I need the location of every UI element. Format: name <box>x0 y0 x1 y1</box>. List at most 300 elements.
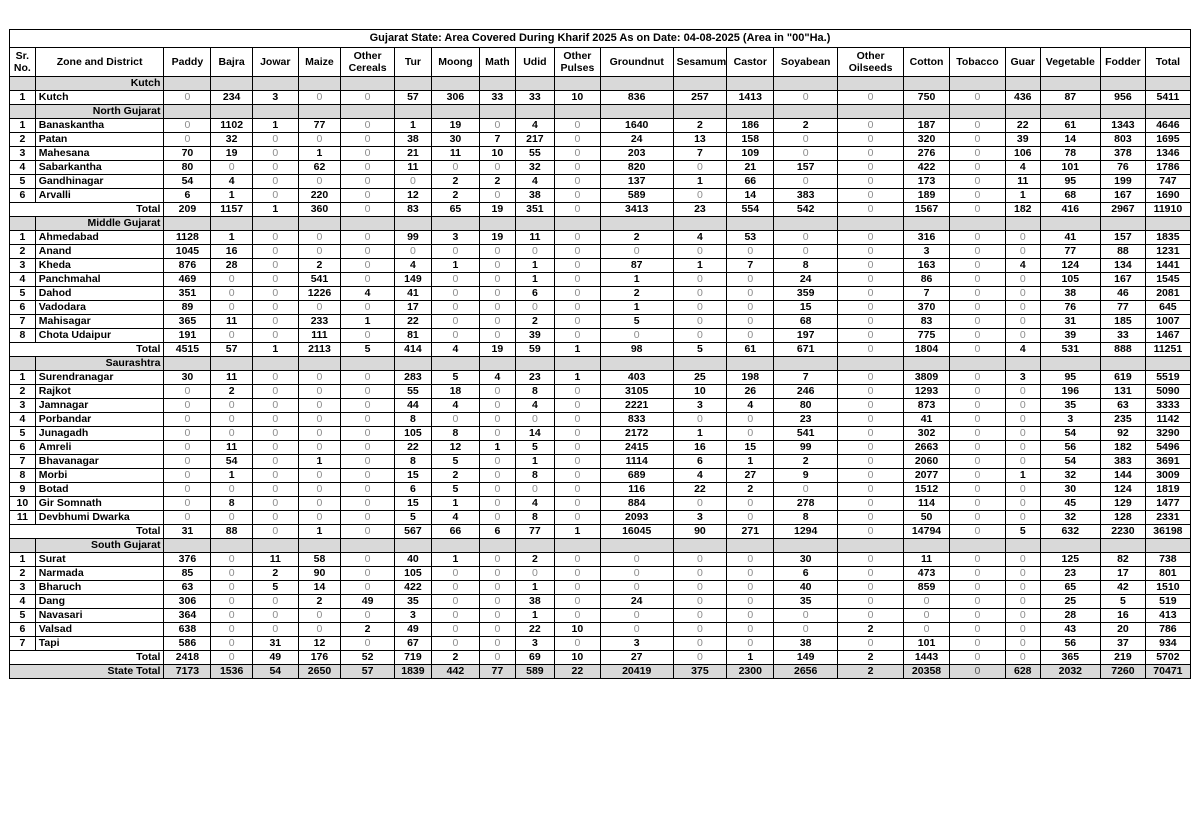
sr-no: 1 <box>10 371 36 385</box>
table-cell: 37 <box>1101 637 1146 651</box>
sr-no: 8 <box>10 469 36 483</box>
table-cell: 364 <box>164 609 211 623</box>
table-cell: 0 <box>252 371 298 385</box>
table-cell: 4 <box>1005 343 1040 357</box>
table-cell <box>904 217 950 231</box>
table-cell: 0 <box>479 189 515 203</box>
table-cell: 0 <box>479 119 515 133</box>
table-cell: 106 <box>1005 147 1040 161</box>
table-row <box>10 91 1191 105</box>
district-name: Valsad <box>35 623 164 637</box>
table-cell: 0 <box>554 189 600 203</box>
table-cell: 0 <box>904 609 950 623</box>
district-name: Dang <box>35 595 164 609</box>
table-cell: 0 <box>838 273 904 287</box>
table-cell: 0 <box>554 469 600 483</box>
table-cell: 0 <box>838 371 904 385</box>
district-name: Jamnagar <box>35 399 164 413</box>
table-cell: 473 <box>904 567 950 581</box>
table-cell: 0 <box>298 469 341 483</box>
table-cell <box>838 539 904 553</box>
table-cell: 1142 <box>1145 413 1190 427</box>
table-cell: 0 <box>1005 455 1040 469</box>
table-cell: 3 <box>431 231 479 245</box>
table-cell: 90 <box>673 525 727 539</box>
table-row <box>10 119 1191 133</box>
table-cell: 11 <box>252 553 298 567</box>
table-cell: 0 <box>298 175 341 189</box>
table-cell: 0 <box>774 483 838 497</box>
table-cell: 22 <box>1005 119 1040 133</box>
district-name: Mahesana <box>35 147 164 161</box>
table-cell: 0 <box>554 231 600 245</box>
table-cell: 22 <box>394 441 431 455</box>
table-cell <box>904 105 950 119</box>
table-cell: 0 <box>515 245 554 259</box>
table-cell: 1819 <box>1145 483 1190 497</box>
table-cell: 0 <box>164 469 211 483</box>
zone-header-row <box>10 217 1191 231</box>
table-cell: 95 <box>1040 175 1100 189</box>
table-cell: 0 <box>600 581 673 595</box>
table-cell: 589 <box>515 665 554 679</box>
table-cell: 0 <box>479 399 515 413</box>
table-cell: 22 <box>673 483 727 497</box>
table-cell: 88 <box>211 525 252 539</box>
table-cell: 0 <box>341 119 395 133</box>
table-cell: 2 <box>431 651 479 665</box>
sr-no: 4 <box>10 161 36 175</box>
table-cell: 114 <box>904 497 950 511</box>
district-name: Rajkot <box>35 385 164 399</box>
table-cell: 0 <box>1005 385 1040 399</box>
table-cell: 0 <box>727 427 774 441</box>
table-cell: 0 <box>394 245 431 259</box>
table-cell: 0 <box>838 497 904 511</box>
table-cell: 3 <box>600 637 673 651</box>
table-cell: 2081 <box>1145 287 1190 301</box>
table-cell: 2 <box>515 553 554 567</box>
table-cell <box>1145 357 1190 371</box>
table-cell: 54 <box>252 665 298 679</box>
table-cell: 68 <box>774 315 838 329</box>
table-cell: 31 <box>1040 315 1100 329</box>
table-cell: 0 <box>673 581 727 595</box>
table-cell: 44 <box>394 399 431 413</box>
table-cell: 8 <box>394 455 431 469</box>
table-cell: 0 <box>554 259 600 273</box>
table-cell: 0 <box>341 553 395 567</box>
district-name: Bhavanagar <box>35 455 164 469</box>
table-cell: 1695 <box>1145 133 1190 147</box>
table-cell: 1 <box>298 147 341 161</box>
table-cell: 31 <box>164 525 211 539</box>
table-cell: 5 <box>394 511 431 525</box>
table-cell: 57 <box>211 343 252 357</box>
table-cell: 0 <box>1005 273 1040 287</box>
table-cell: 0 <box>1005 315 1040 329</box>
table-cell: 217 <box>515 133 554 147</box>
table-cell: 35 <box>1040 399 1100 413</box>
table-cell: 0 <box>298 511 341 525</box>
table-row <box>10 189 1191 203</box>
table-row <box>10 511 1191 525</box>
table-cell: 0 <box>341 483 395 497</box>
table-cell: 70 <box>164 147 211 161</box>
table-cell: 0 <box>904 595 950 609</box>
table-cell: 1413 <box>727 91 774 105</box>
table-row <box>10 315 1191 329</box>
table-cell: 2 <box>341 623 395 637</box>
table-cell: 0 <box>431 245 479 259</box>
sr-no: 5 <box>10 427 36 441</box>
table-cell: 8 <box>774 511 838 525</box>
table-cell <box>774 539 838 553</box>
table-row <box>10 609 1191 623</box>
table-cell: 70471 <box>1145 665 1190 679</box>
table-cell: 0 <box>673 245 727 259</box>
table-cell <box>252 217 298 231</box>
table-cell: 0 <box>949 119 1005 133</box>
district-name: Arvalli <box>35 189 164 203</box>
table-cell: 189 <box>904 189 950 203</box>
table-cell: 1 <box>515 609 554 623</box>
zone-total-row <box>10 651 1191 665</box>
table-cell: 38 <box>394 133 431 147</box>
table-cell: 0 <box>341 133 395 147</box>
table-cell: 7173 <box>164 665 211 679</box>
table-cell: 671 <box>774 343 838 357</box>
table-cell: 124 <box>1040 259 1100 273</box>
table-cell: 1835 <box>1145 231 1190 245</box>
table-cell: 0 <box>554 273 600 287</box>
table-cell: 0 <box>838 343 904 357</box>
table-cell: 58 <box>298 553 341 567</box>
table-cell: 8 <box>515 385 554 399</box>
zone-name: Middle Gujarat <box>35 217 164 231</box>
zone-header-row <box>10 105 1191 119</box>
table-row <box>10 133 1191 147</box>
table-cell: 7 <box>904 287 950 301</box>
table-cell: 4 <box>431 399 479 413</box>
column-header: Tobacco <box>949 48 1005 77</box>
table-cell: 1640 <box>600 119 673 133</box>
table-cell: 0 <box>479 315 515 329</box>
district-name: Dahod <box>35 287 164 301</box>
table-cell: 1510 <box>1145 581 1190 595</box>
table-cell: 0 <box>949 609 1005 623</box>
table-cell: 99 <box>394 231 431 245</box>
table-cell: 38 <box>515 595 554 609</box>
table-cell: 1545 <box>1145 273 1190 287</box>
table-cell: 4 <box>431 511 479 525</box>
sr-no: 4 <box>10 595 36 609</box>
table-cell: 6 <box>774 567 838 581</box>
table-row <box>10 399 1191 413</box>
table-cell: 0 <box>298 301 341 315</box>
table-cell: 1 <box>431 259 479 273</box>
table-cell: 0 <box>949 161 1005 175</box>
table-cell: 0 <box>252 427 298 441</box>
table-cell: 0 <box>554 483 600 497</box>
table-cell: 1441 <box>1145 259 1190 273</box>
table-cell: 0 <box>252 161 298 175</box>
table-cell <box>949 539 1005 553</box>
table-cell: 5 <box>1101 595 1146 609</box>
table-cell: 1 <box>1005 189 1040 203</box>
table-cell: 278 <box>774 497 838 511</box>
table-cell: 0 <box>774 245 838 259</box>
sr-no: 2 <box>10 385 36 399</box>
table-cell: 0 <box>673 637 727 651</box>
table-cell: 0 <box>298 427 341 441</box>
table-cell: 0 <box>164 91 211 105</box>
zone-header-row <box>10 77 1191 91</box>
table-cell: 0 <box>1005 609 1040 623</box>
table-cell: 30 <box>1040 483 1100 497</box>
table-cell: 1 <box>252 343 298 357</box>
table-cell: 50 <box>904 511 950 525</box>
table-cell: 1 <box>727 651 774 665</box>
table-cell: 0 <box>515 301 554 315</box>
table-cell: 4 <box>515 175 554 189</box>
table-cell: 116 <box>600 483 673 497</box>
table-cell: 0 <box>1005 483 1040 497</box>
table-cell <box>1101 105 1146 119</box>
table-cell: 33 <box>479 91 515 105</box>
table-cell: 934 <box>1145 637 1190 651</box>
district-name: Vadodara <box>35 301 164 315</box>
table-cell: 422 <box>394 581 431 595</box>
table-cell: 0 <box>341 567 395 581</box>
table-cell: 0 <box>838 581 904 595</box>
table-cell: 0 <box>727 595 774 609</box>
table-cell: 3 <box>904 245 950 259</box>
table-cell: 0 <box>252 259 298 273</box>
table-cell: 1231 <box>1145 245 1190 259</box>
table-cell: 531 <box>1040 343 1100 357</box>
table-cell <box>1005 539 1040 553</box>
table-cell <box>1005 357 1040 371</box>
table-cell: 0 <box>164 497 211 511</box>
table-cell: 3 <box>1040 413 1100 427</box>
table-cell: 0 <box>252 133 298 147</box>
table-cell: 0 <box>298 399 341 413</box>
table-cell: 4 <box>211 175 252 189</box>
table-cell <box>164 357 211 371</box>
table-cell: 1443 <box>904 651 950 665</box>
table-cell: 0 <box>949 427 1005 441</box>
table-cell: 0 <box>298 231 341 245</box>
table-cell: 0 <box>479 567 515 581</box>
table-cell: 4 <box>673 231 727 245</box>
zone-header-row <box>10 357 1191 371</box>
table-cell: 0 <box>949 623 1005 637</box>
column-header: Other Oilseeds <box>838 48 904 77</box>
table-cell: 0 <box>341 203 395 217</box>
table-cell <box>164 105 211 119</box>
table-cell: 43 <box>1040 623 1100 637</box>
table-cell <box>431 77 479 91</box>
district-name: Amreli <box>35 441 164 455</box>
table-cell: 0 <box>1005 567 1040 581</box>
table-cell: 19 <box>479 343 515 357</box>
table-cell: 1226 <box>298 287 341 301</box>
table-cell: 0 <box>838 483 904 497</box>
table-cell: 0 <box>727 511 774 525</box>
table-cell <box>515 105 554 119</box>
table-cell: 11 <box>394 161 431 175</box>
table-cell: 11 <box>431 147 479 161</box>
table-cell <box>479 217 515 231</box>
table-cell: 0 <box>298 609 341 623</box>
table-cell: 38 <box>774 637 838 651</box>
table-cell: 376 <box>164 553 211 567</box>
table-cell: 1045 <box>164 245 211 259</box>
sr-no: 5 <box>10 609 36 623</box>
table-cell: 54 <box>1040 455 1100 469</box>
table-cell <box>341 105 395 119</box>
table-cell: 0 <box>341 259 395 273</box>
table-cell <box>1145 105 1190 119</box>
table-cell: 0 <box>673 287 727 301</box>
table-cell: 88 <box>1101 245 1146 259</box>
table-cell: 21 <box>394 147 431 161</box>
table-cell: 5090 <box>1145 385 1190 399</box>
table-cell: 137 <box>600 175 673 189</box>
column-header: Fodder <box>1101 48 1146 77</box>
table-cell: 0 <box>252 595 298 609</box>
table-cell: 25 <box>673 371 727 385</box>
table-cell: 0 <box>554 413 600 427</box>
table-cell: 197 <box>774 329 838 343</box>
table-cell: 359 <box>774 287 838 301</box>
table-cell: 416 <box>1040 203 1100 217</box>
table-cell: 3290 <box>1145 427 1190 441</box>
table-cell: 6 <box>164 189 211 203</box>
table-cell: 4 <box>1005 161 1040 175</box>
sr-no: 6 <box>10 189 36 203</box>
table-cell: 414 <box>394 343 431 357</box>
table-cell: 1 <box>727 455 774 469</box>
table-cell <box>838 217 904 231</box>
table-cell: 2 <box>298 595 341 609</box>
table-cell <box>727 217 774 231</box>
table-cell: 0 <box>211 287 252 301</box>
table-cell <box>479 539 515 553</box>
table-cell: 11 <box>1005 175 1040 189</box>
table-cell: 0 <box>479 245 515 259</box>
table-cell: 0 <box>949 651 1005 665</box>
table-cell <box>554 539 600 553</box>
table-cell: 0 <box>341 147 395 161</box>
table-cell: 92 <box>1101 427 1146 441</box>
table-cell <box>298 539 341 553</box>
table-cell: 2 <box>774 455 838 469</box>
table-cell: 10 <box>554 651 600 665</box>
table-cell: 0 <box>1005 623 1040 637</box>
table-cell: 0 <box>838 189 904 203</box>
table-cell: 0 <box>515 413 554 427</box>
table-cell: 5702 <box>1145 651 1190 665</box>
table-cell: 0 <box>949 399 1005 413</box>
table-cell: 1477 <box>1145 497 1190 511</box>
sr-no: 6 <box>10 441 36 455</box>
table-cell <box>904 539 950 553</box>
table-cell: 5496 <box>1145 441 1190 455</box>
column-header: Math <box>479 48 515 77</box>
table-cell: 38 <box>515 189 554 203</box>
table-cell: 1 <box>252 203 298 217</box>
table-cell <box>1101 217 1146 231</box>
table-cell: 7 <box>727 259 774 273</box>
table-cell: 0 <box>727 329 774 343</box>
table-cell <box>727 105 774 119</box>
table-cell: 41 <box>1040 231 1100 245</box>
table-cell: 0 <box>341 469 395 483</box>
table-cell <box>298 217 341 231</box>
table-cell <box>211 357 252 371</box>
table-cell: 33 <box>1101 329 1146 343</box>
table-cell: 0 <box>164 441 211 455</box>
table-cell: 87 <box>600 259 673 273</box>
table-cell: 98 <box>600 343 673 357</box>
zone-sr-cell <box>10 217 36 231</box>
table-cell: 0 <box>838 315 904 329</box>
table-cell: 0 <box>838 329 904 343</box>
table-cell: 0 <box>1005 329 1040 343</box>
table-cell: 0 <box>554 161 600 175</box>
table-cell: 351 <box>164 287 211 301</box>
table-cell <box>298 77 341 91</box>
table-cell: 0 <box>211 609 252 623</box>
table-cell: 0 <box>949 455 1005 469</box>
table-cell: 105 <box>1040 273 1100 287</box>
table-cell <box>774 105 838 119</box>
table-cell: 689 <box>600 469 673 483</box>
table-cell: 109 <box>727 147 774 161</box>
table-row <box>10 455 1191 469</box>
table-cell: 61 <box>1040 119 1100 133</box>
table-cell: 20 <box>1101 623 1146 637</box>
table-cell: 1690 <box>1145 189 1190 203</box>
district-name: Surendranagar <box>35 371 164 385</box>
table-cell: 0 <box>479 553 515 567</box>
column-header: Soyabean <box>774 48 838 77</box>
table-cell: 0 <box>164 385 211 399</box>
table-cell: 0 <box>164 399 211 413</box>
table-cell: 0 <box>479 329 515 343</box>
table-cell: 873 <box>904 399 950 413</box>
table-cell: 801 <box>1145 567 1190 581</box>
table-cell: 56 <box>1040 441 1100 455</box>
table-cell <box>164 217 211 231</box>
table-cell: 3 <box>252 91 298 105</box>
table-cell: 53 <box>727 231 774 245</box>
table-cell: 41 <box>394 287 431 301</box>
table-cell: 35 <box>774 595 838 609</box>
sr-no: 5 <box>10 287 36 301</box>
table-cell: 0 <box>727 623 774 637</box>
table-cell: 0 <box>479 609 515 623</box>
table-cell: 0 <box>949 175 1005 189</box>
table-cell: 233 <box>298 315 341 329</box>
table-cell: 316 <box>904 231 950 245</box>
table-cell: 0 <box>727 567 774 581</box>
table-cell: 0 <box>298 441 341 455</box>
table-cell: 209 <box>164 203 211 217</box>
district-name: Junagadh <box>35 427 164 441</box>
